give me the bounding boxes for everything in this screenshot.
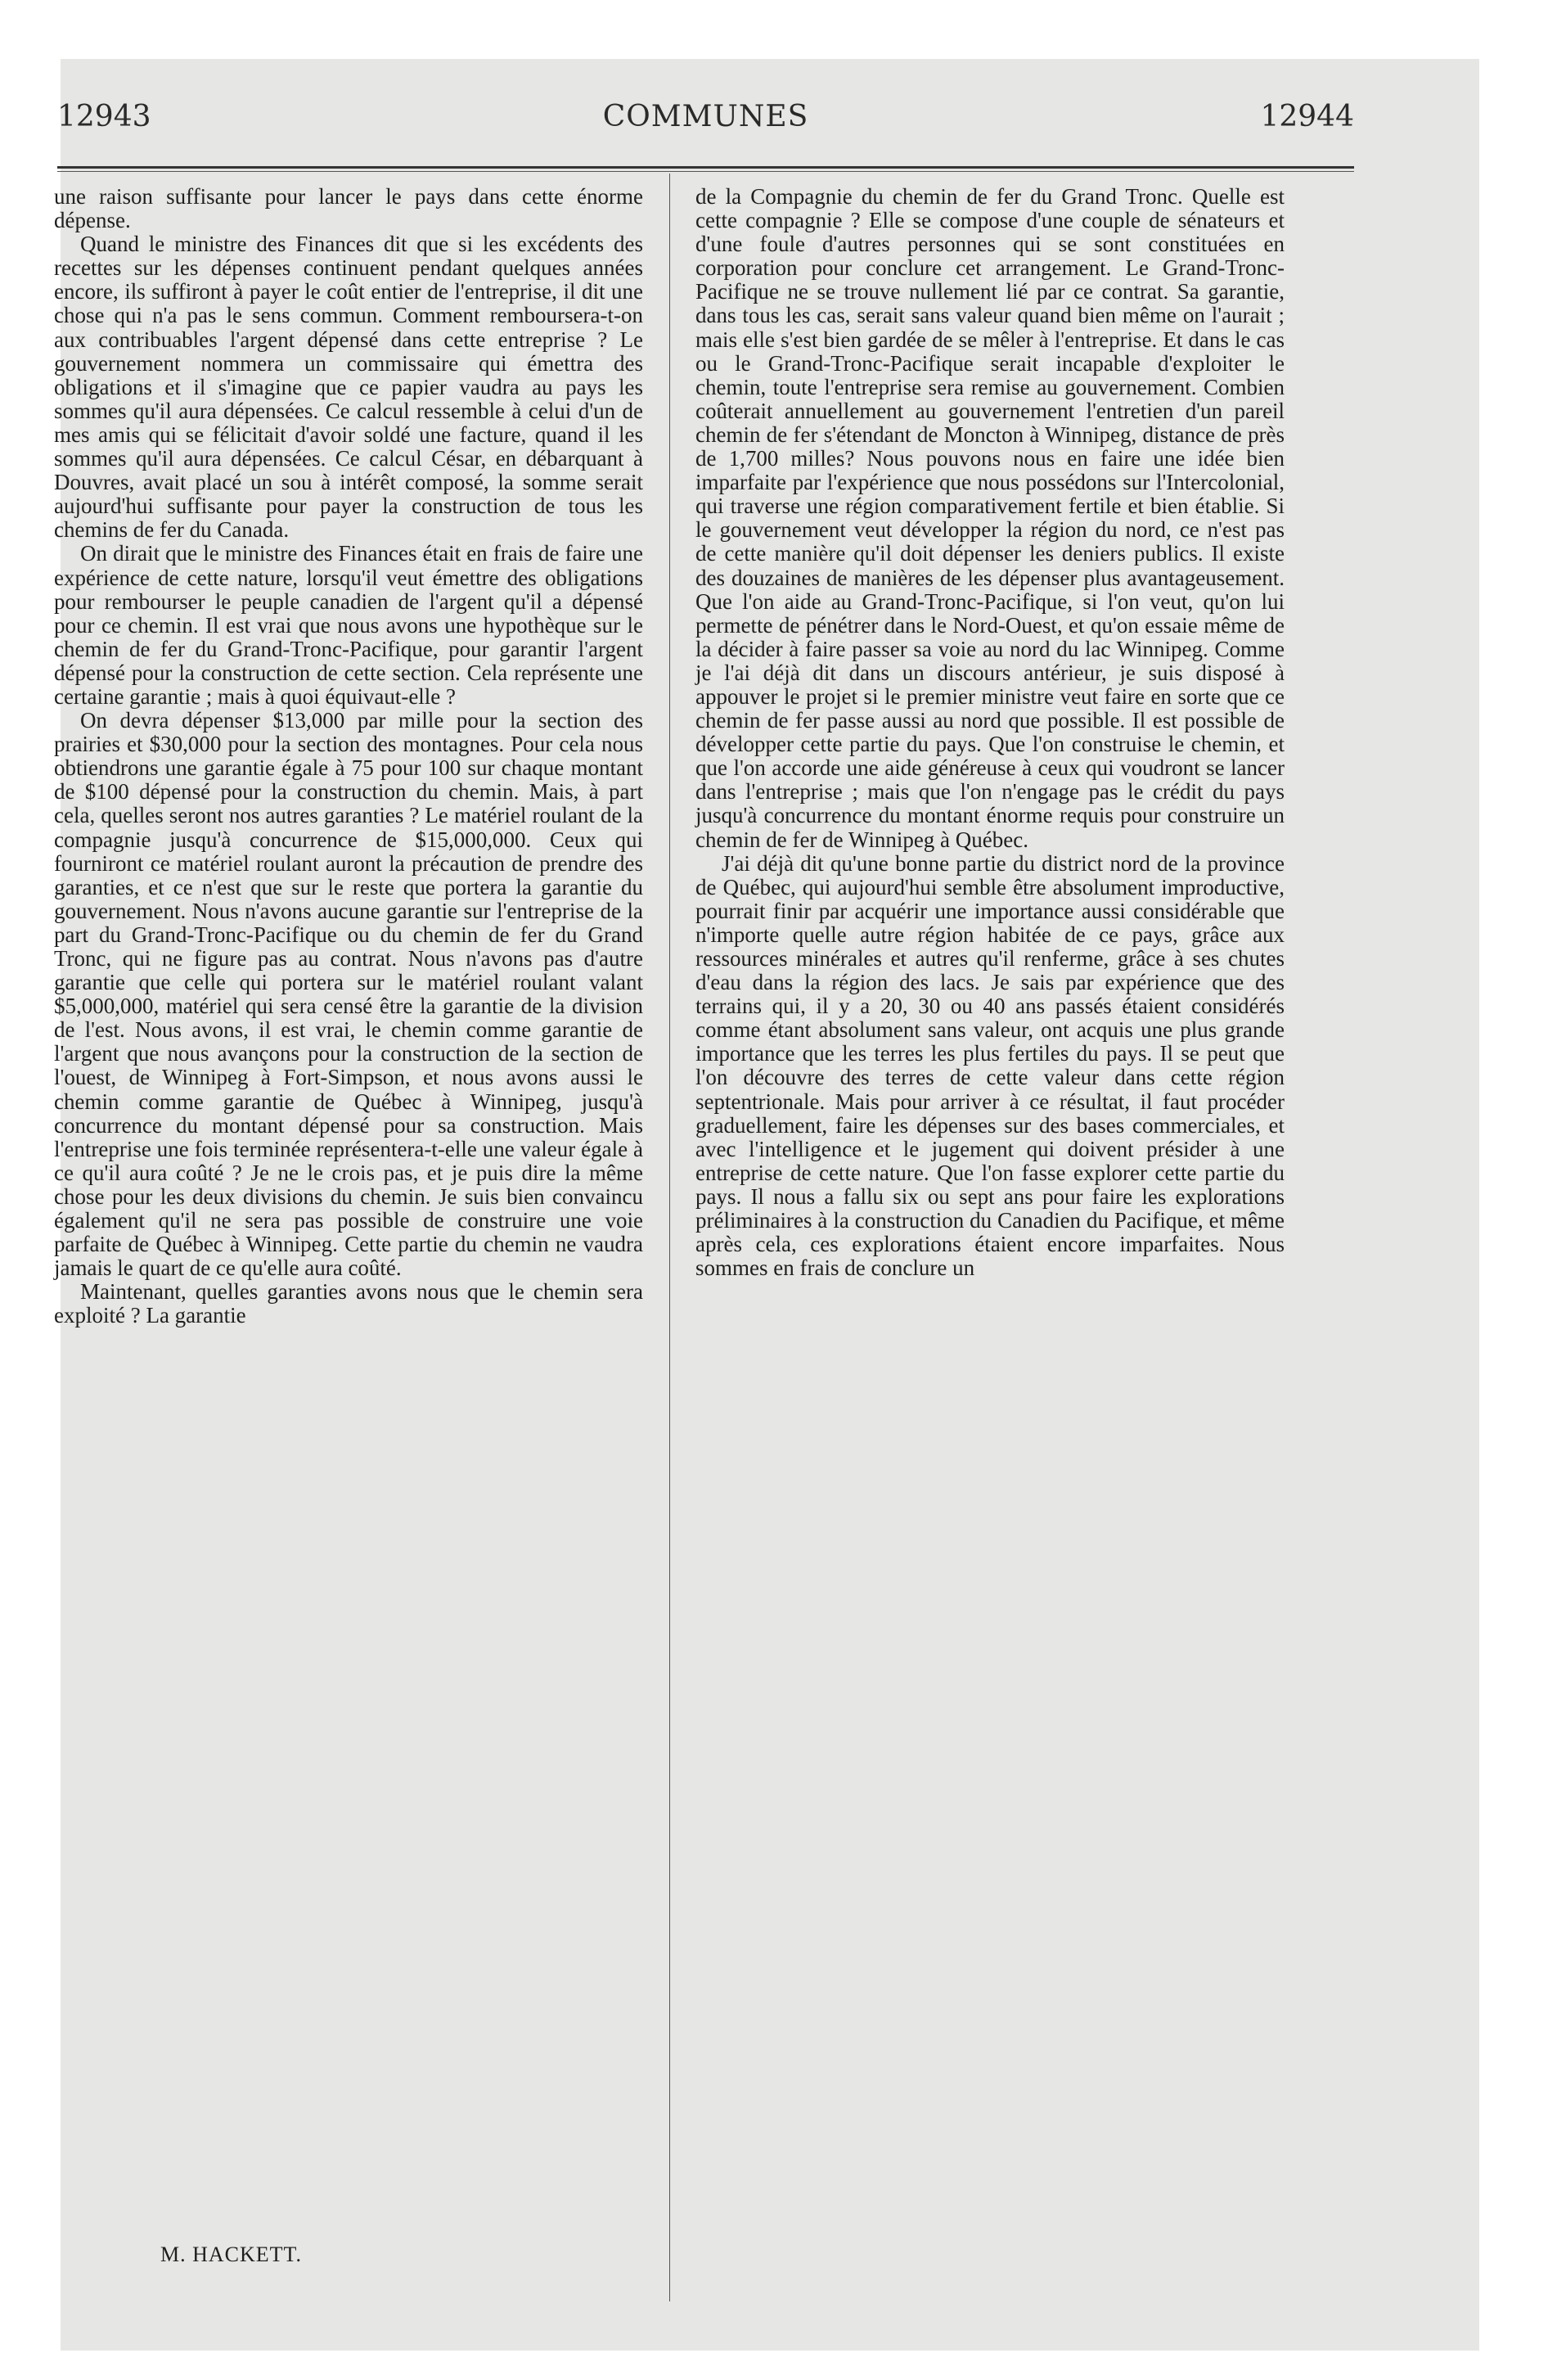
page-header xyxy=(57,100,1354,141)
header-rule xyxy=(57,166,1354,169)
paragraph: de la Compagnie du chemin de fer du Grand Tronc. Quelle est cette compagnie ? Elle se compose d'une couple de sénateurs et d'une foule d'autres personnes qui se sont constituées en corporation pour conclure cet arrangement. Le Grand-Tronc-Pacifique ne se trouve nullement lié par ce contrat. Sa garantie, dans tous les cas, serait sans valeur quand bien même on l'aurait ; mais elle s'est bien gardée de se mêler à l'entreprise. Et dans le cas ou le Grand-Tronc-Pacifique serait incapable d'exploiter le chemin, toute l'entreprise sera remise au gouvernement. Combien coûterait annuellement au gouvernement l'entretien d'un pareil chemin de fer s'étendant de Moncton à Winnipeg, distance de près de 1,700 milles? Nous pouvons nous en faire une idée bien imparfaite par l'expérience que nous possédons sur l'Intercolonial, qui traverse une région comparativement fertile et bien établie. Si le gouvernement veut développer la région du nord, ce n'est pas de cette manière qu'il doit dépenser les deniers publics. Il existe des douzaines de manières de les dépenser plus avantageusement. Que l'on aide au Grand-Tronc-Pacifique, si l'on veut, qu'on lui permette de pénétrer dans le Nord-Ouest, et qu'on essaie même de la décider à faire passer sa voie au nord du lac Winnipeg. Comme je l'ai déjà dit dans un discours antérieur, je suis disposé à appouver le projet si le premier ministre veut faire en sorte que ce chemin de fer passe aussi au nord que possible. Il est possible de développer cette partie du pays. Que l'on construise le chemin, et que l'on accorde une aide généreuse à ceux qui voudront se lancer dans l'entreprise ; mais que l'on n'engage pas le crédit du pays jusqu'à concurrence du montant énorme requis pour construire un chemin de fer de Winnipeg à Québec. xyxy=(695,184,1285,852)
paragraph: J'ai déjà dit qu'une bonne partie du district nord de la province de Québec, qui aujourd'hui semble être absolument improductive, pourrait finir par acquérir une importance aussi considérable que n'importe quelle autre région habitée de ce pays, grâce aux ressources minérales et autres qu'il renferme, grâce à ses chutes d'eau dans la région des lacs. Je sais par expérience que des terrains qui, il y a 20, 30 ou 40 ans passés étaient considérés comme étant absolument sans valeur, ont acquis une plus grande importance que les terres les plus fertiles du pays. Il se peut que l'on découvre des terres de cette valeur dans cette région septentrionale. Mais pour arriver à ce résultat, il faut procéder graduellement, faire les dépenses sur des bases commerciales, et avec l'intelligence et le jugement qui doivent présider à une entreprise de cette nature. Que l'on fasse explorer cette partie du pays. Il nous a fallu six ou sept ans pour faire les explorations préliminaires à la construction du Canadien du Pacifique, et même après cela, ces explorations étaient encore imparfaites. Nous sommes en frais de conclure un xyxy=(695,850,1285,1281)
column-divider xyxy=(669,174,670,2301)
speaker-name: M. HACKETT. xyxy=(160,2243,303,2266)
left-column xyxy=(54,185,643,1328)
paragraph: On devra dépenser $13,000 par mille pour la section des prairies et $30,000 pour la section des montagnes. Pour cela nous obtiendrons une garantie égale à 75 pour 100 sur chaque montant de $100 dépensé pour la construction du chemin. Mais, à part cela, quelles seront nos autres garanties ? Le matériel roulant de la compagnie jusqu'à concurrence de $15,000,000. Ceux qui fourniront ce matériel roulant auront la précaution de prendre des garanties, et ce n'est que sur le reste que portera la garantie du gouvernement. Nous n'avons aucune garantie sur l'entreprise de la part du Grand-Tronc-Pacifique ou du chemin de fer du Grand Tronc, qui ne figure pas au contrat. Nous n'avons pas d'autre garantie que celle qui portera sur le matériel roulant valant $5,000,000, matériel qui sera censé être la garantie de la division de l'est. Nous avons, il est vrai, le chemin comme garantie de l'argent que nous avançons pour la construction de la section de l'ouest, de Winnipeg à Fort-Simpson, et nous avons aussi le chemin comme garantie de Québec à Winnipeg, jusqu'à concurrence du montant dépensé pour sa construction. Mais l'entreprise une fois terminée représentera-t-elle une valeur égale à ce qu'il aura coûté ? Je ne le crois pas, et je puis dire la même chose pour les deux divisions du chemin. Je suis bien convaincu également qu'il ne sera pas possible de construire une voie parfaite de Québec à Winnipeg. Cette partie du chemin ne vaudra jamais le quart de ce qu'elle aura coûté. xyxy=(54,708,643,1281)
right-column xyxy=(695,185,1285,1280)
paragraph: Quand le ministre des Finances dit que si les excédents des recettes sur les dépenses continuent pendant quelques années encore, ils suffiront à payer le coût entier de l'entreprise, il dit une chose qui n'a pas le sens commun. Comment remboursera-t-on aux contribuables l'argent dépensé dans cette entreprise ? Le gouvernement nommera un commissaire qui émettra des obligations et il s'imagine que ce papier vaudra au pays les sommes qu'il aura dépensées. Ce calcul ressemble à celui d'un de mes amis qui se félicitait d'avoir soldé une facture, quand il les sommes qu'il aura dépensées. Ce calcul César, en débarquant à Douvres, avait placé un sou à intérêt composé, la somme serait aujourd'hui suffisante pour payer la construction de tous les chemins de fer du Canada. xyxy=(54,232,643,543)
paragraph: Maintenant, quelles garanties avons nous que le chemin sera exploité ? La garantie xyxy=(54,1279,643,1328)
paragraph: une raison suffisante pour lancer le pays dans cette énorme dépense. xyxy=(54,184,643,233)
page-number-right: 12944 xyxy=(1260,100,1354,133)
page-number-left: 12943 xyxy=(57,100,151,133)
paragraph: On dirait que le ministre des Finances était en frais de faire une expérience de cette nature, lorsqu'il veut émettre des obligations pour rembourser le peuple canadien de l'argent qu'il a dépensé pour ce chemin. Il est vrai que nous avons une hypothèque sur le chemin de fer du Grand-Tronc-Pacifique, pour garantir l'argent dépensé pour la construction de cette section. Cela représente une certaine garantie ; mais à quoi équivaut-elle ? xyxy=(54,541,643,709)
page-title: COMMUNES xyxy=(602,100,809,133)
